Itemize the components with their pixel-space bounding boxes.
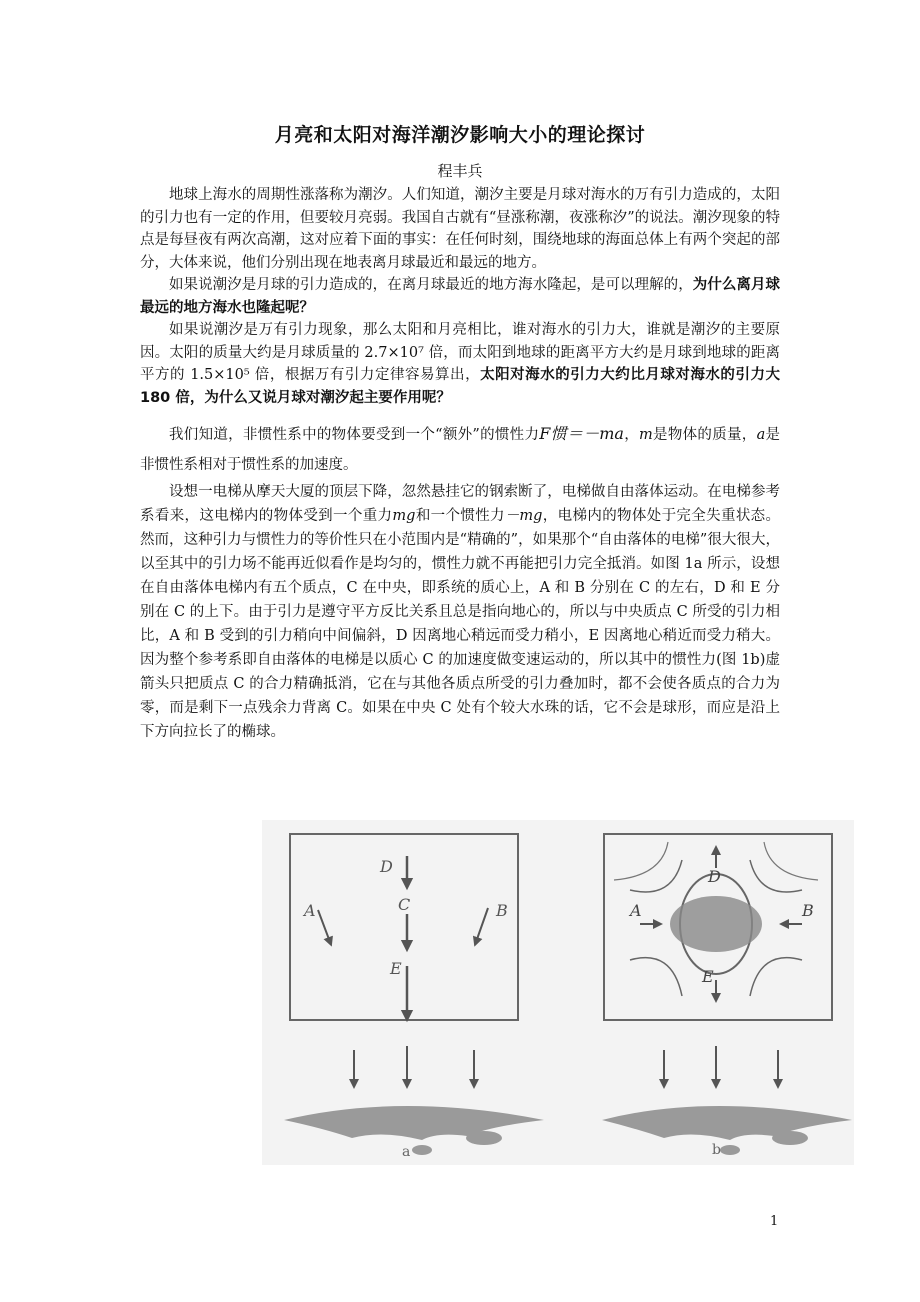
question-1: 为什么离月球最远的地方海水也隆起呢？: [140, 277, 781, 316]
figure-svg: [262, 820, 854, 1165]
label-b-b: B: [802, 901, 814, 920]
question-2: 太阳对海水的引力大约比月球对海水的引力大 180 倍，为什么又说月球对潮汐起主要作用呢？: [140, 367, 780, 406]
earth-a: [284, 1106, 544, 1140]
earth-b: [602, 1106, 852, 1140]
label-a-b: A: [630, 901, 642, 920]
paragraph-3: 如果说潮汐是万有引力现象，那么太阳和月亮相比，谁对海水的引力大，谁就是潮汐的主要原因。太阳的质量大约是月球质量的 2.7×10⁷ 倍，而太阳到地球的距离平方大约是月球到地球的距离平方的 1.5×10⁵ 倍，根据万有引力定律容易算出，太阳对海水的引力大约比月球对海水的引力大 180 倍，为什么又说月球对潮汐起主要作用呢？: [140, 322, 780, 406]
label-a-a: A: [304, 901, 316, 920]
label-d-a: D: [380, 857, 393, 876]
label-c-a: C: [398, 895, 411, 914]
caption-a: a: [402, 1144, 411, 1160]
page-number: 1: [770, 1214, 779, 1229]
label-b-a: B: [496, 901, 508, 920]
paragraph-1: 地球上海水的周期性涨落称为潮汐。人们知道，潮汐主要是月球对海水的万有引力造成的，太阳的引力也有一定的作用，但要较月亮弱。我国自古就有“昼涨称潮，夜涨称汐”的说法。潮汐现象的特点是每昼夜有两次高潮，这对应着下面的事实：在任何时刻，围绕地球的海面总体上有两个突起的部分，大体来说，他们分别出现在地表离月球最近和最远的地方。: [140, 187, 780, 271]
document-title: 月亮和太阳对海洋潮汐影响大小的理论探讨: [274, 124, 646, 146]
label-e-a: E: [390, 959, 402, 978]
paragraph-5: 设想一电梯从摩天大厦的顶层下降，忽然悬挂它的钢索断了，电梯做自由落体运动。在电梯参考系看来，这电梯内的物体受到一个重力mg和一个惯性力－mg，电梯内的物体处于完全失重状态。然而，这种引力与惯性力的等价性只在小范围内是“精确的”，如果那个“自由落体的电梯”很大很大，以至其中的引力场不能再近似看作是均匀的，惯性力就不再能把引力完全抵消。如图 1a 所示，设想在自由落体电梯内有五个质点，C 在中央，即系统的质心上，A 和 B 分别在 C 的左右，D 和 E 分别在 C 的上下。由于引力是遵守平方反比关系且总是指向地心的，所以与中央质点 C 所受的引力相比，A 和 B 受到的引力稍向中间偏斜，D 因离地心稍远而受力稍小，E 因离地心稍近而受力稍大。因为整个参考系即自由落体的电梯是以质心 C 的加速度做变速运动的，所以其中的惯性力(图 1b)虚箭头只把质点 C 的合力精确抵消，它在与其他各质点所受的引力叠加时，都不会使各质点的合力为零，而是剩下一点残余力背离 C。如果在中央 C 处有个较大水珠的话，它不会是球形，而应是沿上下方向拉长了的椭球。: [140, 484, 781, 740]
author-name: 程丰兵: [437, 162, 483, 180]
label-e-b: E: [702, 967, 714, 986]
inertial-force-formula: F惯＝－ma: [539, 424, 624, 443]
body-text: [140, 184, 780, 744]
tidal-force-figure: [262, 820, 854, 1165]
paragraph-4: 我们知道，非惯性系中的物体要受到一个“额外”的惯性力F惯＝－ma，m是物体的质量，a是非惯性系相对于惯性系的加速度。: [140, 424, 781, 473]
caption-b: b: [712, 1142, 721, 1158]
label-d-b: D: [708, 867, 721, 886]
paragraph-2: 如果说潮汐是月球的引力造成的，在离月球最近的地方海水隆起，是可以理解的，为什么离月球最远的地方海水也隆起呢？: [140, 277, 781, 316]
